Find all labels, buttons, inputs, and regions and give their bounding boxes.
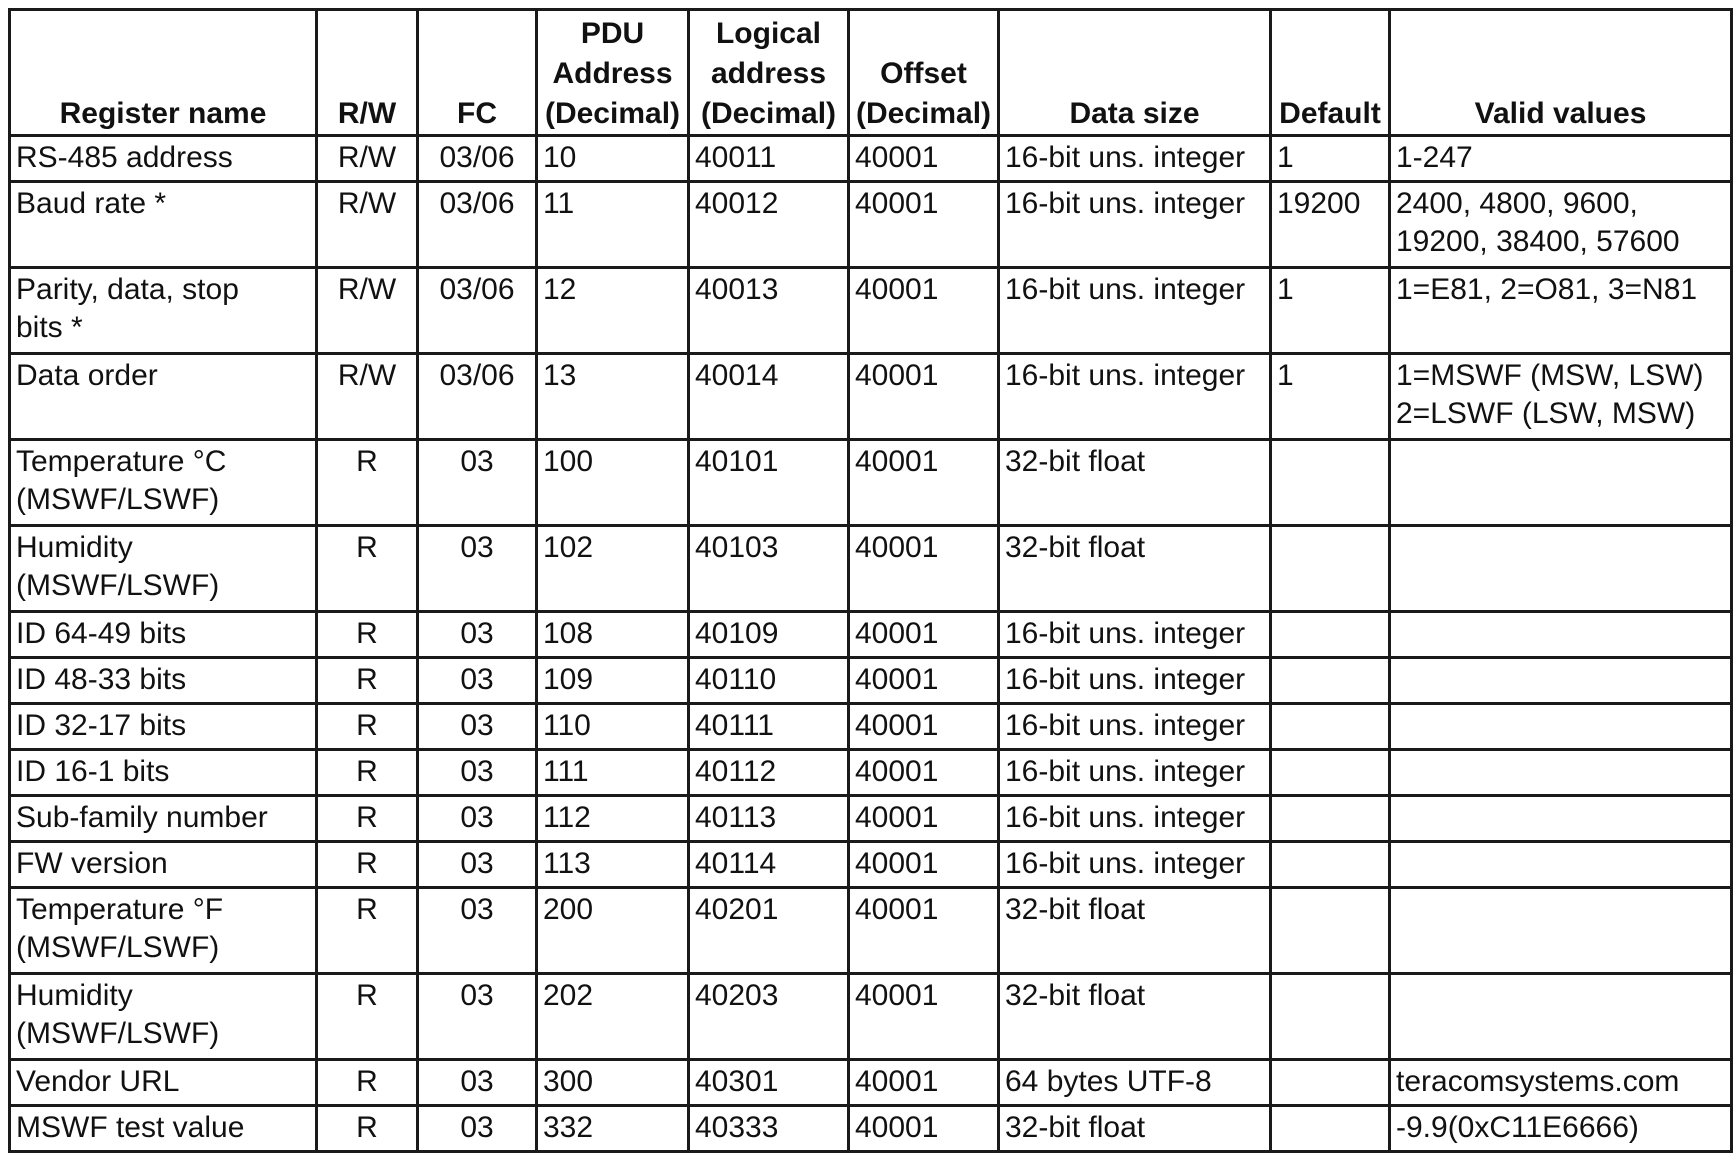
cell-size: 16-bit uns. integer — [999, 354, 1271, 440]
cell-rw: R — [317, 1060, 418, 1106]
cell-offset: 40001 — [849, 796, 999, 842]
cell-name — [10, 354, 317, 440]
cell-text: teracomsystems.com — [1396, 1065, 1680, 1098]
modbus-register-table — [8, 8, 1733, 1153]
cell-text: Humidity — [16, 531, 133, 564]
cell-offset: 40001 — [849, 658, 999, 704]
cell-default — [1271, 704, 1390, 750]
cell-rw: R — [317, 888, 418, 974]
column-header-text: Address — [552, 57, 673, 90]
cell-text: (MSWF/LSWF) — [16, 483, 220, 516]
cell-text: ID 64-49 bits — [16, 617, 187, 650]
cell-fc: 03/06 — [418, 136, 537, 182]
cell-rw: R — [317, 658, 418, 704]
cell-pdu: 202 — [537, 974, 689, 1060]
cell-text: Humidity — [16, 979, 133, 1012]
column-header-text: Offset — [880, 57, 967, 90]
cell-size: 16-bit uns. integer — [999, 182, 1271, 268]
cell-rw: R/W — [317, 182, 418, 268]
cell-offset: 40001 — [849, 704, 999, 750]
column-header-text: FC — [457, 97, 497, 130]
cell-size: 16-bit uns. integer — [999, 612, 1271, 658]
cell-valid — [1390, 1060, 1732, 1106]
cell-default — [1271, 440, 1390, 526]
cell-default — [1271, 1060, 1390, 1106]
cell-name — [10, 750, 317, 796]
column-header-rw — [317, 10, 418, 136]
column-header-text: (Decimal) — [855, 97, 992, 130]
cell-pdu: 200 — [537, 888, 689, 974]
cell-size: 32-bit float — [999, 888, 1271, 974]
cell-default — [1271, 612, 1390, 658]
cell-valid — [1390, 704, 1732, 750]
cell-name — [10, 974, 317, 1060]
cell-offset: 40001 — [849, 182, 999, 268]
table-row — [10, 704, 1732, 750]
cell-text: 1-247 — [1396, 141, 1473, 174]
cell-default — [1271, 974, 1390, 1060]
cell-valid — [1390, 1106, 1732, 1152]
cell-valid — [1390, 750, 1732, 796]
cell-size: 32-bit float — [999, 526, 1271, 612]
column-header-name — [10, 10, 317, 136]
column-header-text: PDU — [580, 17, 645, 50]
header-row — [10, 10, 1732, 136]
cell-fc: 03 — [418, 440, 537, 526]
cell-name — [10, 1060, 317, 1106]
cell-text: MSWF test value — [16, 1111, 245, 1144]
cell-valid — [1390, 440, 1732, 526]
cell-rw: R — [317, 974, 418, 1060]
cell-fc: 03 — [418, 1106, 537, 1152]
cell-logical: 40101 — [689, 440, 849, 526]
cell-rw: R/W — [317, 136, 418, 182]
cell-default — [1271, 842, 1390, 888]
cell-rw: R — [317, 440, 418, 526]
column-header-default — [1271, 10, 1390, 136]
cell-name — [10, 268, 317, 354]
cell-logical: 40014 — [689, 354, 849, 440]
cell-rw: R — [317, 750, 418, 796]
cell-text: Parity, data, stop — [16, 273, 239, 306]
cell-text: (MSWF/LSWF) — [16, 1017, 220, 1050]
cell-offset: 40001 — [849, 526, 999, 612]
column-header-text: address — [710, 57, 827, 90]
cell-offset: 40001 — [849, 440, 999, 526]
cell-default: 1 — [1271, 354, 1390, 440]
cell-name — [10, 704, 317, 750]
cell-offset: 40001 — [849, 136, 999, 182]
cell-text: (MSWF/LSWF) — [16, 569, 220, 602]
cell-rw: R/W — [317, 354, 418, 440]
cell-size: 64 bytes UTF-8 — [999, 1060, 1271, 1106]
cell-offset: 40001 — [849, 612, 999, 658]
cell-size: 16-bit uns. integer — [999, 750, 1271, 796]
cell-text: ID 48-33 bits — [16, 663, 187, 696]
column-header-text: (Decimal) — [700, 97, 837, 130]
cell-text: Baud rate * — [16, 187, 167, 220]
cell-logical: 40111 — [689, 704, 849, 750]
table-row — [10, 526, 1732, 612]
table-row — [10, 1060, 1732, 1106]
table-row — [10, 1106, 1732, 1152]
cell-offset: 40001 — [849, 974, 999, 1060]
cell-name — [10, 440, 317, 526]
column-header-pdu — [537, 10, 689, 136]
cell-fc: 03 — [418, 526, 537, 612]
cell-default — [1271, 658, 1390, 704]
cell-text: bits * — [16, 311, 83, 344]
cell-fc: 03 — [418, 612, 537, 658]
cell-text: Temperature °C — [16, 445, 227, 478]
cell-offset: 40001 — [849, 750, 999, 796]
cell-text: (MSWF/LSWF) — [16, 931, 220, 964]
cell-fc: 03/06 — [418, 182, 537, 268]
cell-logical: 40333 — [689, 1106, 849, 1152]
column-header-text: Data size — [1069, 97, 1200, 130]
cell-valid — [1390, 136, 1732, 182]
cell-default — [1271, 796, 1390, 842]
cell-default: 1 — [1271, 136, 1390, 182]
cell-text: Vendor URL — [16, 1065, 180, 1098]
table-row — [10, 750, 1732, 796]
cell-size: 16-bit uns. integer — [999, 268, 1271, 354]
cell-rw: R — [317, 526, 418, 612]
table-row — [10, 888, 1732, 974]
cell-text: 2400, 4800, 9600, — [1396, 187, 1638, 220]
column-header-text: Logical — [715, 17, 821, 50]
cell-name — [10, 888, 317, 974]
cell-text: 2=LSWF (LSW, MSW) — [1396, 397, 1696, 430]
cell-text: 1=E81, 2=O81, 3=N81 — [1396, 273, 1698, 306]
table-row — [10, 136, 1732, 182]
cell-size: 32-bit float — [999, 440, 1271, 526]
cell-fc: 03 — [418, 888, 537, 974]
cell-default: 19200 — [1271, 182, 1390, 268]
cell-pdu: 109 — [537, 658, 689, 704]
cell-valid — [1390, 354, 1732, 440]
cell-size: 16-bit uns. integer — [999, 136, 1271, 182]
cell-rw: R — [317, 1106, 418, 1152]
cell-fc: 03/06 — [418, 268, 537, 354]
table-row — [10, 796, 1732, 842]
cell-offset: 40001 — [849, 888, 999, 974]
cell-logical: 40203 — [689, 974, 849, 1060]
cell-rw: R — [317, 704, 418, 750]
cell-logical: 40012 — [689, 182, 849, 268]
cell-pdu: 112 — [537, 796, 689, 842]
table-row — [10, 182, 1732, 268]
cell-valid — [1390, 268, 1732, 354]
column-header-text: Register name — [59, 97, 267, 130]
cell-rw: R — [317, 842, 418, 888]
cell-pdu: 11 — [537, 182, 689, 268]
cell-offset: 40001 — [849, 1060, 999, 1106]
table-row — [10, 974, 1732, 1060]
cell-pdu: 13 — [537, 354, 689, 440]
column-header-valid — [1390, 10, 1732, 136]
cell-text: -9.9(0xC11E6666) — [1396, 1111, 1639, 1144]
cell-pdu: 100 — [537, 440, 689, 526]
cell-offset: 40001 — [849, 354, 999, 440]
cell-size: 16-bit uns. integer — [999, 704, 1271, 750]
cell-default: 1 — [1271, 268, 1390, 354]
cell-logical: 40301 — [689, 1060, 849, 1106]
cell-logical: 40103 — [689, 526, 849, 612]
cell-logical: 40011 — [689, 136, 849, 182]
column-header-offset — [849, 10, 999, 136]
cell-offset: 40001 — [849, 1106, 999, 1152]
cell-valid — [1390, 888, 1732, 974]
column-header-text: Valid values — [1474, 97, 1647, 130]
cell-text: Sub-family number — [16, 801, 268, 834]
cell-fc: 03/06 — [418, 354, 537, 440]
cell-text: RS-485 address — [16, 141, 233, 174]
cell-default — [1271, 750, 1390, 796]
cell-rw: R — [317, 796, 418, 842]
cell-size: 16-bit uns. integer — [999, 658, 1271, 704]
cell-valid — [1390, 526, 1732, 612]
cell-pdu: 113 — [537, 842, 689, 888]
cell-logical: 40201 — [689, 888, 849, 974]
table-row — [10, 842, 1732, 888]
cell-default — [1271, 526, 1390, 612]
cell-name — [10, 612, 317, 658]
cell-valid — [1390, 612, 1732, 658]
cell-text: Temperature °F — [16, 893, 224, 926]
cell-text: ID 32-17 bits — [16, 709, 187, 742]
column-header-text: Default — [1279, 97, 1381, 130]
column-header-text: (Decimal) — [544, 97, 681, 130]
cell-fc: 03 — [418, 1060, 537, 1106]
cell-pdu: 102 — [537, 526, 689, 612]
cell-text: Data order — [16, 359, 158, 392]
table-header — [10, 10, 1732, 136]
cell-fc: 03 — [418, 658, 537, 704]
cell-pdu: 12 — [537, 268, 689, 354]
cell-valid — [1390, 182, 1732, 268]
cell-name — [10, 182, 317, 268]
cell-pdu: 110 — [537, 704, 689, 750]
cell-fc: 03 — [418, 974, 537, 1060]
cell-logical: 40113 — [689, 796, 849, 842]
cell-offset: 40001 — [849, 842, 999, 888]
cell-logical: 40109 — [689, 612, 849, 658]
cell-fc: 03 — [418, 704, 537, 750]
cell-name — [10, 796, 317, 842]
table-body — [10, 136, 1732, 1152]
cell-default — [1271, 1106, 1390, 1152]
cell-logical: 40110 — [689, 658, 849, 704]
cell-size: 16-bit uns. integer — [999, 796, 1271, 842]
cell-logical: 40112 — [689, 750, 849, 796]
cell-name — [10, 1106, 317, 1152]
cell-size: 32-bit float — [999, 974, 1271, 1060]
cell-text: ID 16-1 bits — [16, 755, 170, 788]
cell-logical: 40013 — [689, 268, 849, 354]
table-row — [10, 354, 1732, 440]
cell-fc: 03 — [418, 842, 537, 888]
cell-name — [10, 136, 317, 182]
cell-pdu: 300 — [537, 1060, 689, 1106]
column-header-logical — [689, 10, 849, 136]
cell-pdu: 10 — [537, 136, 689, 182]
cell-valid — [1390, 796, 1732, 842]
cell-rw: R — [317, 612, 418, 658]
table-row — [10, 612, 1732, 658]
register-table-container — [8, 8, 1730, 1153]
cell-pdu: 332 — [537, 1106, 689, 1152]
cell-valid — [1390, 842, 1732, 888]
table-row — [10, 658, 1732, 704]
cell-fc: 03 — [418, 796, 537, 842]
cell-name — [10, 526, 317, 612]
column-header-size — [999, 10, 1271, 136]
cell-valid — [1390, 658, 1732, 704]
column-header-text: R/W — [337, 97, 397, 130]
column-header-fc — [418, 10, 537, 136]
cell-name — [10, 842, 317, 888]
cell-offset: 40001 — [849, 268, 999, 354]
cell-logical: 40114 — [689, 842, 849, 888]
cell-text: FW version — [16, 847, 168, 880]
cell-size: 32-bit float — [999, 1106, 1271, 1152]
cell-name — [10, 658, 317, 704]
cell-pdu: 108 — [537, 612, 689, 658]
cell-pdu: 111 — [537, 750, 689, 796]
cell-fc: 03 — [418, 750, 537, 796]
cell-text: 1=MSWF (MSW, LSW) — [1396, 359, 1704, 392]
cell-size: 16-bit uns. integer — [999, 842, 1271, 888]
cell-valid — [1390, 974, 1732, 1060]
cell-text: 19200, 38400, 57600 — [1396, 225, 1680, 258]
cell-rw: R/W — [317, 268, 418, 354]
table-row — [10, 440, 1732, 526]
table-row — [10, 268, 1732, 354]
cell-default — [1271, 888, 1390, 974]
